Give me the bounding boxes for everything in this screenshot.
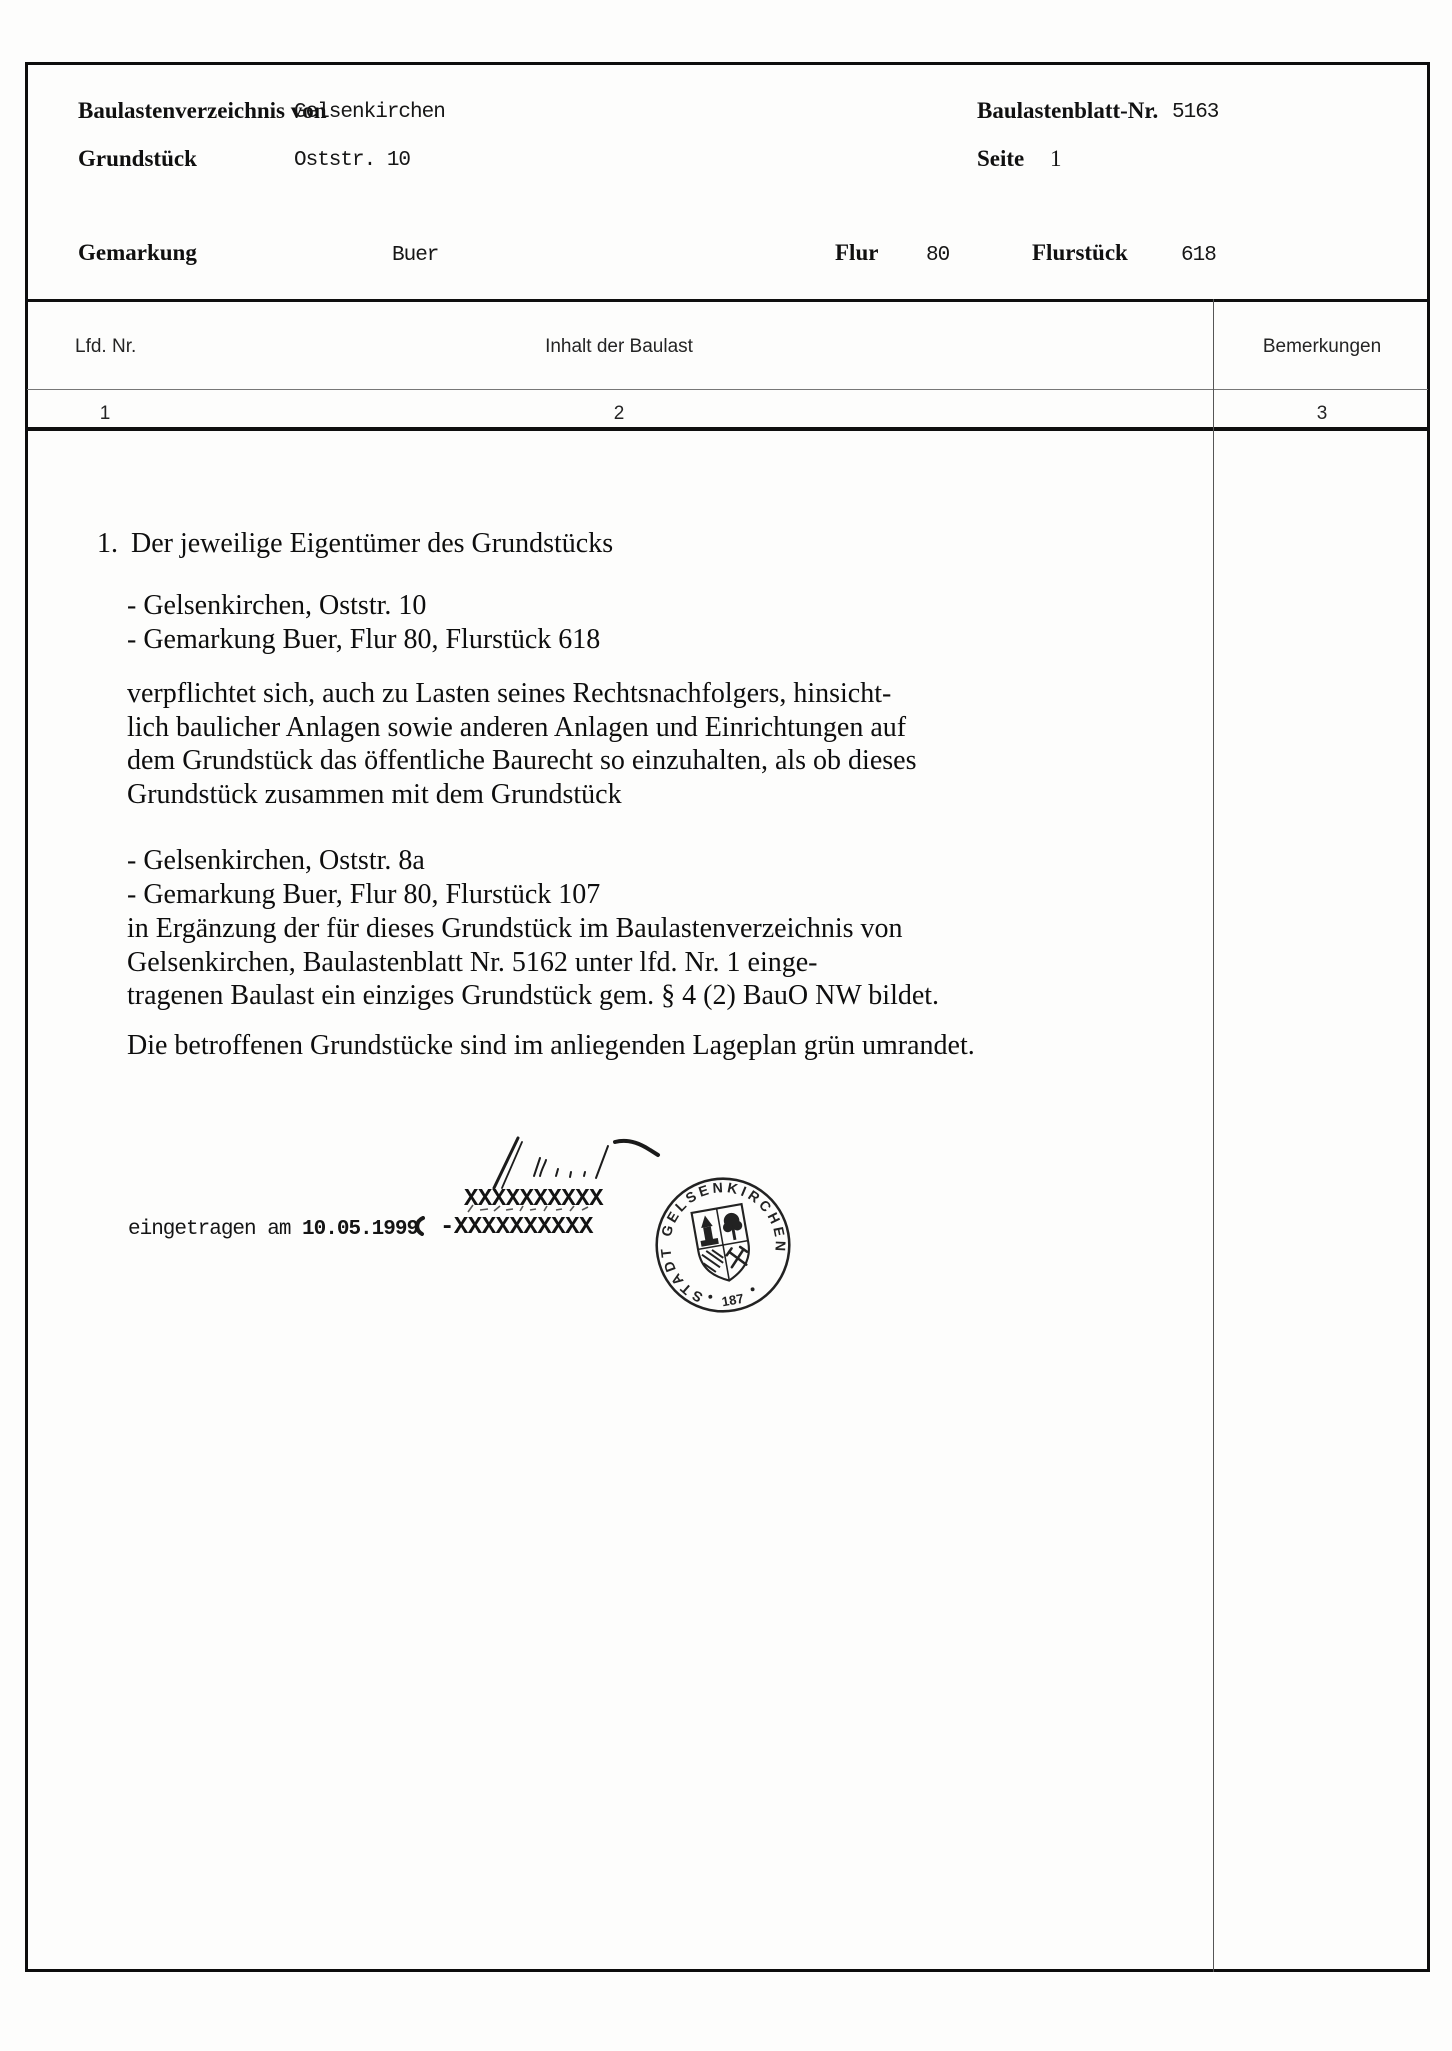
shield-hatch-pattern — [701, 1248, 725, 1274]
city-value: Gelsenkirchen — [294, 101, 445, 124]
stamp-dot-left — [708, 1294, 713, 1299]
flurstueck-label: Flurstück — [1032, 240, 1128, 265]
register-label-line2: Grundstück — [78, 146, 197, 171]
stamp-number: 187 — [720, 1290, 745, 1310]
coat-of-arms-shield — [692, 1204, 755, 1285]
column-header-bemerkungen: Bemerkungen — [1262, 336, 1382, 357]
text-line: verpflichtet sich, auch zu Lasten seines Rechtsnachfolgers, hinsicht- — [127, 678, 892, 709]
pen-check-stroke — [612, 1136, 662, 1164]
item-number: 1. — [97, 528, 118, 559]
list-item: - Gelsenkirchen, Oststr. 8a — [127, 845, 425, 876]
property-list-1 — [127, 589, 600, 656]
page-label: Seite — [977, 146, 1025, 171]
column-header-underline — [27, 389, 1428, 390]
flurstueck-value: 618 — [1181, 244, 1216, 267]
supplement-paragraph — [127, 912, 939, 1013]
gemarkung-value: Buer — [392, 244, 439, 267]
item-title: Der jeweilige Eigentümer des Grundstücks — [131, 528, 614, 559]
text-line: in Ergänzung der für dieses Grundstück im Baulastenverzeichnis von — [127, 913, 903, 944]
city-seal-stamp — [645, 1167, 801, 1323]
column-header-inhalt: Inhalt der Baulast — [545, 336, 693, 357]
stamp-ring-text: STADT GELSENKIRCHEN — [657, 1179, 789, 1306]
text-line: dem Grundstück das öffentliche Baurecht so einzuhalten, als ob dieses — [127, 745, 917, 776]
register-label-line1: Baulastenverzeichnis von — [78, 98, 327, 123]
shield-church-icon — [696, 1214, 719, 1247]
text-line: lich baulicher Anlagen sowie anderen Anlagen und Einrichtungen auf — [127, 711, 907, 743]
list-item: - Gelsenkirchen, Oststr. 10 — [127, 590, 427, 621]
handwritten-signature — [488, 1132, 623, 1192]
column-number-1: 1 — [99, 403, 111, 424]
column-header-lfd-nr: Lfd. Nr. — [75, 336, 137, 357]
shield-hammers-icon — [726, 1246, 749, 1268]
list-item: - Gemarkung Buer, Flur 80, Flurstück 618 — [127, 623, 601, 655]
shield-tree-icon — [721, 1211, 745, 1241]
redacted-name-row2: -XXXXXXXXXX — [440, 1214, 593, 1241]
text-line: tragenen Baulast ein einziges Grundstück gem. § 4 (2) BauO NW bildet. — [127, 980, 940, 1011]
flur-label: Flur — [835, 240, 879, 265]
column-number-3: 3 — [1316, 403, 1328, 424]
redacted-name-row1: XXXXXXXXXX — [464, 1186, 604, 1213]
text-line: Grundstück zusammen mit dem Grundstück — [127, 778, 622, 810]
column-number-2: 2 — [613, 403, 625, 424]
table-head-bottom-line — [25, 427, 1430, 431]
registration-label: eingetragen am — [128, 1218, 291, 1241]
flur-value: 80 — [926, 244, 950, 267]
gemarkung-label: Gemarkung — [78, 240, 197, 265]
list-item: - Gemarkung Buer, Flur 80, Flurstück 107 — [127, 878, 601, 910]
registration-date: 10.05.1999 — [302, 1218, 419, 1241]
street-value: Oststr. 10 — [294, 149, 411, 172]
sheet-no-value: 5163 — [1172, 101, 1219, 124]
property-list-2 — [127, 844, 600, 911]
remarks-column-divider — [1213, 299, 1214, 1972]
registration-line — [128, 1218, 418, 1241]
sheet-no-label: Baulastenblatt-Nr. — [977, 98, 1159, 123]
header-separator-line — [25, 299, 1430, 302]
page-value: 1 — [1050, 146, 1062, 171]
strike-through-marks — [466, 1204, 591, 1214]
siteplan-note: Die betroffenen Grundstücke sind im anliegenden Lageplan grün umrandet. — [127, 1030, 975, 1061]
obligation-paragraph — [127, 677, 916, 811]
stamp-dot-right — [750, 1287, 755, 1292]
text-line: Gelsenkirchen, Baulastenblatt Nr. 5162 unter lfd. Nr. 1 einge- — [127, 946, 818, 978]
